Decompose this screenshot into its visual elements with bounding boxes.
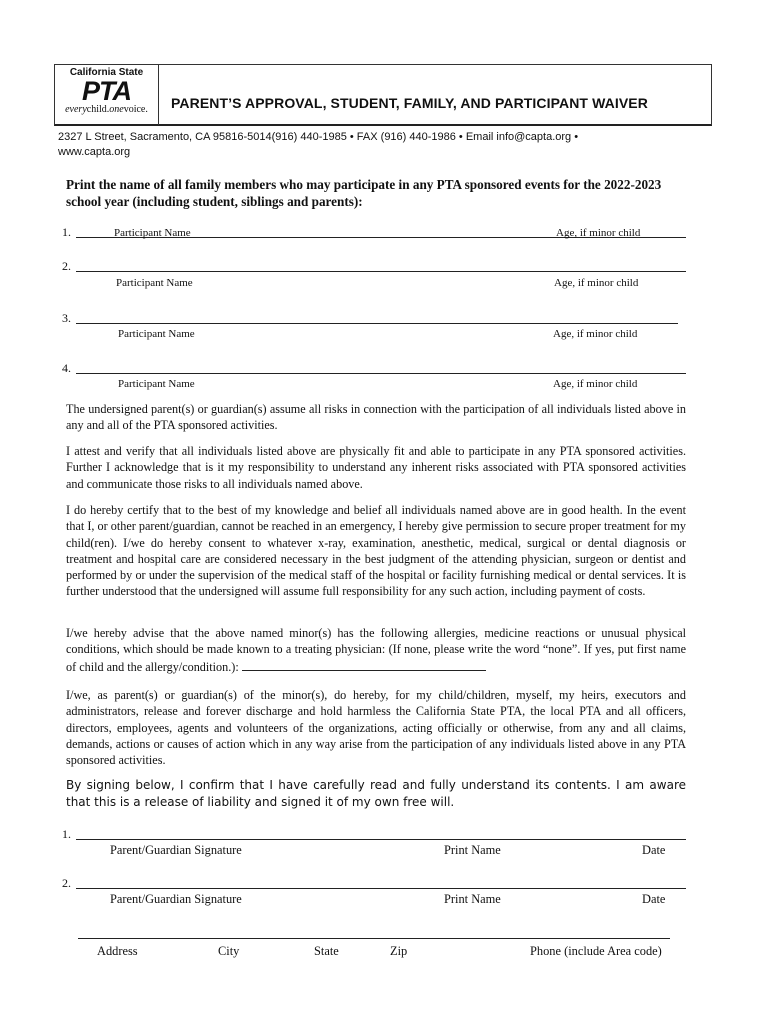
signature-number: 2. bbox=[62, 876, 71, 890]
address-line-1: 2327 L Street, Sacramento, CA 95816-5014(916) 440-1985 • FAX (916) 440-1986 • Email info@capta.org • bbox=[58, 131, 579, 143]
participant-line[interactable] bbox=[76, 373, 686, 374]
logo-brand: PTA bbox=[82, 76, 131, 106]
signature-label: Parent/Guardian Signature bbox=[110, 843, 242, 857]
print-name-label: Print Name bbox=[444, 892, 501, 906]
participant-age-label: Age, if minor child bbox=[553, 378, 638, 390]
participant-row-4[interactable] bbox=[62, 360, 686, 376]
participant-age-label: Age, if minor child bbox=[556, 227, 641, 239]
signature-label: Parent/Guardian Signature bbox=[110, 892, 242, 906]
participant-name-label: Participant Name bbox=[116, 277, 193, 289]
address-input-line[interactable] bbox=[78, 928, 670, 939]
print-name-label: Print Name bbox=[444, 843, 501, 857]
document-title: PARENT’S APPROVAL, STUDENT, FAMILY, AND PARTICIPANT WAIVER bbox=[171, 95, 648, 111]
date-label: Date bbox=[642, 892, 666, 906]
allergies-paragraph bbox=[66, 625, 686, 675]
phone-label: Phone (include Area code) bbox=[530, 944, 662, 958]
logo-tag-one: one bbox=[109, 104, 124, 115]
zip-label: Zip bbox=[390, 944, 408, 958]
participant-line[interactable] bbox=[76, 271, 686, 272]
signature-row-2[interactable] bbox=[62, 875, 686, 891]
medical-consent-paragraph: I do hereby certify that to the best of my knowledge and belief all individuals named above are in good health. In the event that I, or other parent/guardian, cannot be reached in an emergency, I hereby give permission to secure proper treatment for my child(ren). I/we do hereby consent to whatever x-ray, examination, anesthetic, medical, surgical or dental diagnosis or treatment and hospital care are considered necessary in the best judgment of the attending physician, surgeon or dentist and performed by or under the supervision of the medical staff of the hospital or facility furnishing medical or dental services. It is further understood that the undersigned will assume full responsibility for any such action, including payment of costs. bbox=[66, 503, 686, 599]
address-line-2: www.capta.org bbox=[58, 146, 131, 158]
participant-line[interactable] bbox=[76, 323, 678, 324]
city-label: City bbox=[218, 944, 240, 958]
logo-tagline bbox=[59, 104, 154, 116]
state-label: State bbox=[314, 944, 339, 958]
fitness-attestation-paragraph: I attest and verify that all individuals listed above are physically fit and able to participate in any PTA sponsored activities. Further I acknowledge that is it my responsibility to understand any inherent risks associated with PTA sponsored activities and communicate those risks to all individuals named above. bbox=[66, 444, 686, 491]
allergies-text: I/we hereby advise that the above named minor(s) has the following allergies, medicine reactions or unusual physical conditions, which should be made known to a treating physician: (If none, please write the word “none”. If yes, put first name of child and the allergy/condition.): bbox=[66, 626, 686, 674]
allergies-input-line[interactable] bbox=[242, 658, 486, 671]
signature-row-1[interactable] bbox=[62, 826, 686, 842]
date-label: Date bbox=[642, 843, 666, 857]
participant-number: 4. bbox=[62, 361, 71, 375]
contact-address bbox=[58, 130, 678, 160]
signature-number: 1. bbox=[62, 827, 71, 841]
participant-age-label: Age, if minor child bbox=[554, 277, 639, 289]
participant-row-2[interactable] bbox=[62, 258, 686, 274]
instruction-text: Print the name of all family members who may participate in any PTA sponsored events for the 2022-2023 school year (including student, siblings and parents): bbox=[66, 177, 662, 209]
risk-assumption-paragraph: The undersigned parent(s) or guardian(s) assume all risks in connection with the participation of all individuals listed above in any and all of the PTA sponsored activities. bbox=[66, 402, 686, 433]
pta-logo bbox=[55, 65, 159, 125]
participant-name-label: Participant Name bbox=[118, 328, 195, 340]
logo-tag-voice: voice. bbox=[123, 104, 148, 115]
participant-number: 2. bbox=[62, 259, 71, 273]
signature-line[interactable] bbox=[76, 839, 686, 840]
signature-line[interactable] bbox=[76, 888, 686, 889]
address-label: Address bbox=[97, 944, 138, 958]
logo-org-name: California State bbox=[69, 67, 144, 78]
participant-age-label: Age, if minor child bbox=[553, 328, 638, 340]
signing-confirmation-paragraph: By signing below, I confirm that I have carefully read and fully understand its contents. I am aware that this is a release of liability and signed it of my own free will. bbox=[66, 778, 686, 809]
participant-number: 3. bbox=[62, 311, 71, 325]
release-paragraph: I/we, as parent(s) or guardian(s) of the minor(s), do hereby, for my child/children, myself, my heirs, executors and administrators, release and forever discharge and hold harmless the California State PTA, the local PTA and all officers, directors, employees, agents and volunteers of the organizations, acting officially or otherwise, from any and all claims, demands, actions or causes of action which in any way arise from the participation of any individuals listed above in any PTA sponsored activities. bbox=[66, 688, 686, 768]
logo-tag-every: every bbox=[65, 104, 87, 115]
participant-name-label: Participant Name bbox=[118, 378, 195, 390]
participant-number: 1. bbox=[62, 225, 71, 239]
participant-name-label: Participant Name bbox=[114, 227, 191, 239]
participant-row-3[interactable] bbox=[62, 310, 678, 326]
logo-tag-child: child. bbox=[86, 104, 110, 115]
header-box bbox=[54, 64, 712, 126]
